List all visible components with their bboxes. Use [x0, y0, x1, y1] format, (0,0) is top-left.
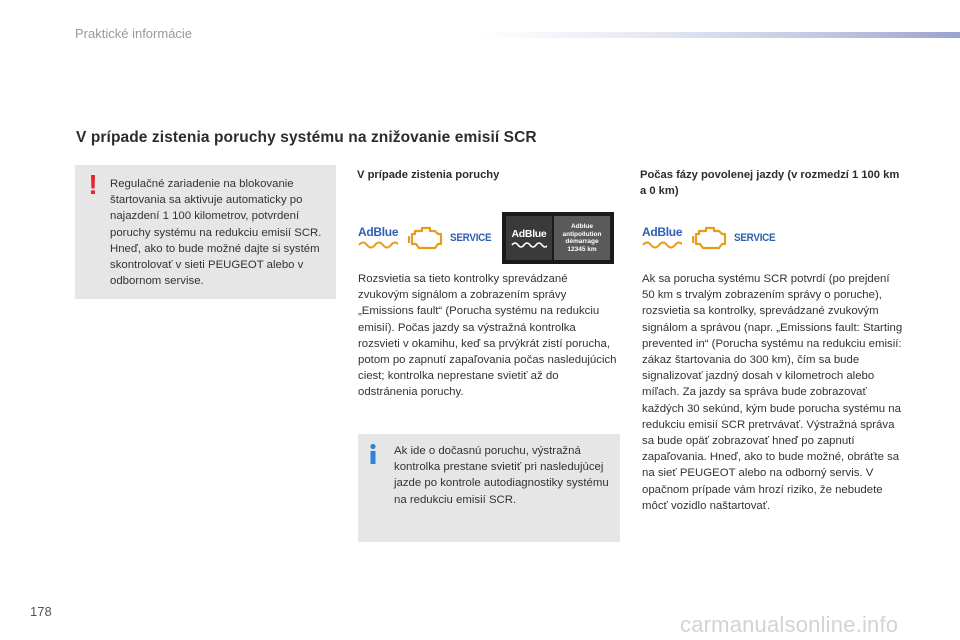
warning-exclamation-icon: ! — [88, 169, 98, 200]
page-number: 178 — [30, 604, 52, 619]
section-title: V prípade zistenia poruchy systému na znižovanie emisií SCR — [76, 129, 537, 146]
middle-column-heading: V prípade zistenia poruchy — [357, 169, 500, 181]
info-box-text: Ak ide o dočasnú poruchu, výstražná kontrolka prestane svietiť pri nasledujúcej jazde po kontrole autodiagnostiky systému na redukciu emisií SCR. — [394, 445, 609, 506]
page-header-title: Praktické informácie — [75, 26, 193, 41]
right-service-icon: SERVICE — [734, 232, 776, 244]
info-icon — [366, 443, 380, 465]
display-line-4: 12345 km — [567, 245, 597, 253]
instrument-display — [502, 212, 614, 264]
display-adblue-icon — [506, 216, 552, 260]
adblue-icon-label: AdBlue — [358, 225, 399, 239]
right-engine-warning-icon — [692, 224, 728, 252]
right-adblue-icon-label: AdBlue — [642, 225, 683, 239]
display-line-1: Adblue — [570, 223, 594, 230]
display-line-2: antipollution — [562, 230, 602, 238]
header-gradient-bar — [480, 32, 960, 38]
display-adblue-label: AdBlue — [511, 228, 547, 240]
display-line-3: démarrage — [565, 238, 599, 245]
warning-box-text: Regulačné zariadenie na blokovanie štartovania sa aktivuje automaticky po najazdení 1 100 kilometrov, potvrdení poruchy systému na redukciu emisií SCR. Hneď, ako to bude možné dajte si systém skontrolovať v sieti PEUGEOT alebo v odbornom servise. — [110, 178, 322, 288]
display-message — [554, 216, 610, 260]
right-adblue-icon — [642, 223, 686, 253]
service-icon: SERVICE — [450, 232, 492, 244]
adblue-icon — [358, 223, 402, 253]
right-column-heading: Počas fázy povolenej jazdy (v rozmedzí 1 100 km a 0 km) — [640, 169, 900, 197]
footer-watermark-url: carmanualsonline.info — [680, 612, 899, 637]
right-column-text: Ak sa porucha systému SCR potvrdí (po prejdení 50 km s trvalým zobrazením správy o poruche), rozsvietia sa kontrolky, sprevádzané zvukovým signálom a správou (napr. „Emissions fault: Starting prevented in“ (Porucha systému na redukciu emisií: zákaz štartovania do 300 km), čím sa bude signalizovať jazdný dosah v kilometroch alebo míľach. Za jazdy sa správa bude zobrazovať každých 30 sekúnd, kým bude porucha systému na redukciu emisií SCR pretrvávať. Výstražná správa sa bude opäť zobrazovať hneď po zapnutí zapaľovania. Hneď, ako to bude možné, obráťte sa na sieť PEUGEOT alebo na odborný servis. V opačnom prípade vám hrozí riziko, že nebudete môcť vozidlo naštartovať. — [642, 273, 903, 512]
middle-warning-lights — [358, 212, 620, 264]
right-warning-lights — [642, 218, 792, 258]
engine-warning-icon — [408, 224, 444, 252]
middle-column-text: Rozsvietia sa tieto kontrolky sprevádzané zvukovým signálom a zobrazením správy „Emissions fault“ (Porucha systému na redukciu emisií). Počas jazdy sa výstražná kontrolka rozsvieti v okamihu, keď sa prvýkrát zistí porucha, potom po zapnutí zapaľovania počas nasledujúcich ciest; kontrolka neprestane svietiť až do odstránenia poruchy. — [358, 273, 617, 399]
